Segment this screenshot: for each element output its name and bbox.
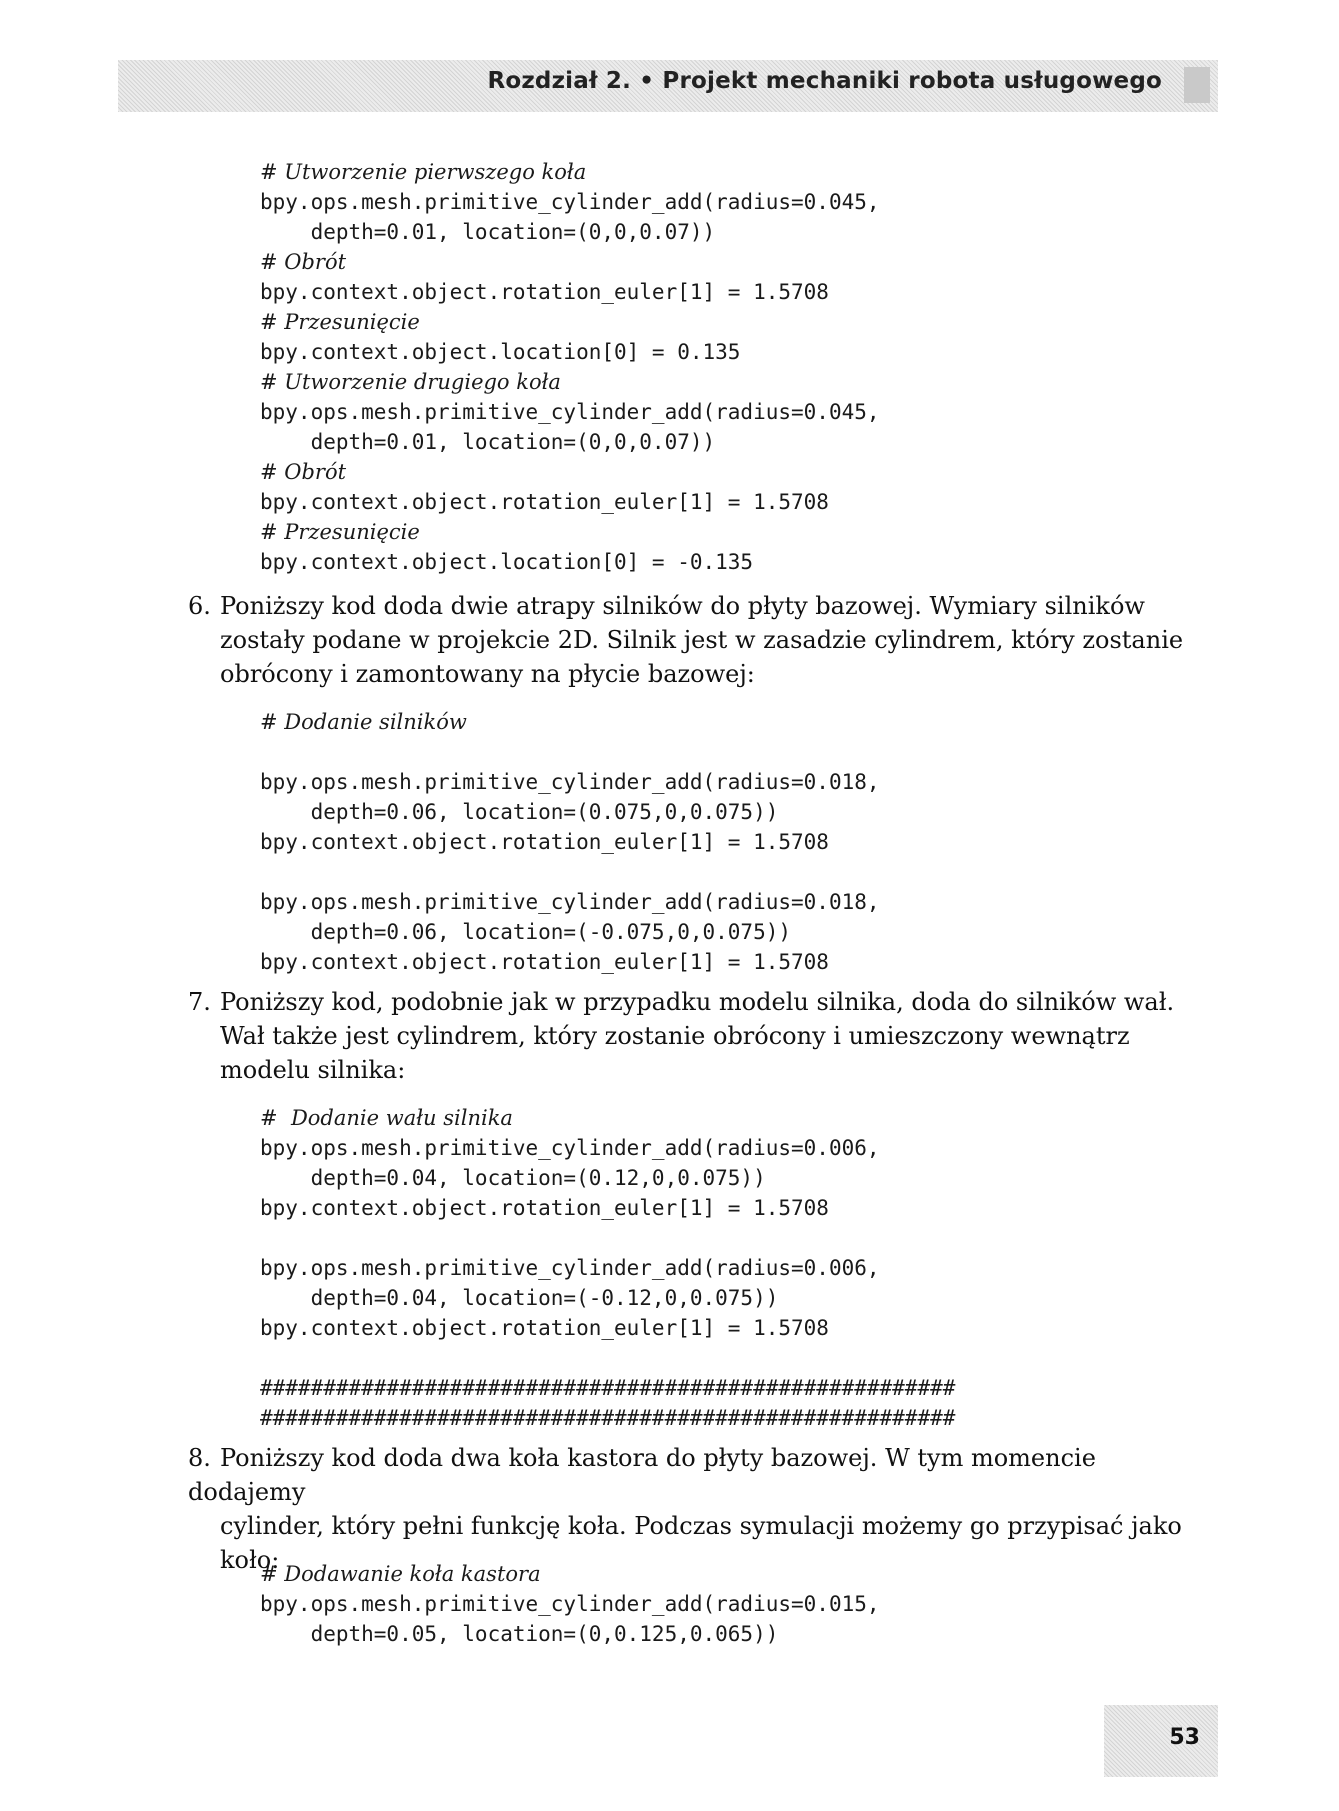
code-comment-line: # Przesunięcie [260,310,420,334]
paragraph-text: modelu silnika: [220,1056,406,1084]
code-line: ####################################################### [260,1376,956,1400]
paragraph-text: Wał także jest cylindrem, który zostanie obrócony i umieszczony wewnątrz [220,1022,1130,1050]
paragraph-text: cylinder, który pełni funkcję koła. Podczas symulacji możemy go przypisać jako [220,1512,1182,1540]
code-comment-line: # Przesunięcie [260,520,420,544]
code-comment-line: # Utworzenie pierwszego koła [260,160,587,184]
paragraph-line [188,985,1188,1019]
code-block-wheels [260,157,880,577]
code-line: depth=0.04, location=(-0.12,0,0.075)) [260,1286,779,1310]
code-comment-line: # Dodanie silników [260,710,467,734]
header-tab-marker [1184,67,1210,103]
page-number: 53 [1169,1725,1200,1750]
code-comment-line: # Utworzenie drugiego koła [260,370,561,394]
list-number: 6. [188,592,211,620]
header-title: Rozdział 2. • Projekt mechaniki robota usługowego [487,68,1162,94]
paragraph-line [188,1509,1188,1543]
page-number-box [1104,1705,1218,1777]
code-line: bpy.context.object.rotation_euler[1] = 1.5708 [260,490,829,514]
code-line [260,1223,955,1253]
paragraph-text: Poniższy kod, podobnie jak w przypadku modelu silnika, doda do silników wał. [220,988,1175,1016]
code-line: bpy.ops.mesh.primitive_cylinder_add(radius=0.045, [260,400,880,424]
code-block-motors [260,707,880,977]
code-line [260,857,880,887]
code-line: bpy.ops.mesh.primitive_cylinder_add(radius=0.015, [260,1592,880,1616]
code-line: bpy.ops.mesh.primitive_cylinder_add(radius=0.006, [260,1136,880,1160]
paragraph-text: zostały podane w projekcie 2D. Silnik jest w zasadzie cylindrem, który zostanie [220,626,1184,654]
paragraph-line [188,657,1188,691]
list-item-6 [188,589,1188,691]
paragraph-line [188,623,1188,657]
code-block-caster [260,1559,880,1649]
paragraph-text: obrócony i zamontowany na płycie bazowej: [220,660,755,688]
code-line: bpy.context.object.rotation_euler[1] = 1.5708 [260,830,829,854]
paragraph-text: Poniższy kod doda dwa koła kastora do płyty bazowej. W tym momencie dodajemy [188,1444,1096,1506]
paragraph-line [188,1441,1188,1509]
code-line: ####################################################### [260,1406,956,1430]
code-line: bpy.context.object.location[0] = -0.135 [260,550,754,574]
code-comment-line: # Dodanie wału silnika [260,1106,513,1130]
list-number: 8. [188,1444,211,1472]
code-line: bpy.context.object.rotation_euler[1] = 1.5708 [260,1196,829,1220]
code-line: depth=0.06, location=(-0.075,0,0.075)) [260,920,792,944]
code-line [260,737,880,767]
code-comment-line: # Obrót [260,250,347,274]
code-line: bpy.ops.mesh.primitive_cylinder_add(radius=0.018, [260,770,880,794]
code-line: bpy.ops.mesh.primitive_cylinder_add(radius=0.018, [260,890,880,914]
code-line: bpy.context.object.rotation_euler[1] = 1.5708 [260,280,829,304]
code-line: bpy.ops.mesh.primitive_cylinder_add(radius=0.006, [260,1256,880,1280]
code-line: depth=0.05, location=(0,0.125,0.065)) [260,1622,779,1646]
code-block-shafts [260,1103,955,1433]
list-item-8 [188,1441,1188,1577]
code-line: bpy.context.object.rotation_euler[1] = 1.5708 [260,950,829,974]
code-line: depth=0.01, location=(0,0,0.07)) [260,430,716,454]
code-line: bpy.context.object.location[0] = 0.135 [260,340,741,364]
paragraph-line [188,589,1188,623]
paragraph-text: Poniższy kod doda dwie atrapy silników do płyty bazowej. Wymiary silników [220,592,1145,620]
code-line: depth=0.01, location=(0,0,0.07)) [260,220,716,244]
paragraph-line [188,1053,1188,1087]
code-line: depth=0.06, location=(0.075,0,0.075)) [260,800,779,824]
code-line: depth=0.04, location=(0.12,0,0.075)) [260,1166,766,1190]
list-number: 7. [188,988,211,1016]
paragraph-text: koło: [220,1546,280,1574]
running-header [118,60,1218,112]
list-item-7 [188,985,1188,1087]
code-comment-line: # Dodawanie koła kastora [260,1562,541,1586]
code-line: bpy.context.object.rotation_euler[1] = 1.5708 [260,1316,829,1340]
code-comment-line: # Obrót [260,460,347,484]
code-line [260,1343,955,1373]
paragraph-line [188,1019,1188,1053]
code-line: bpy.ops.mesh.primitive_cylinder_add(radius=0.045, [260,190,880,214]
